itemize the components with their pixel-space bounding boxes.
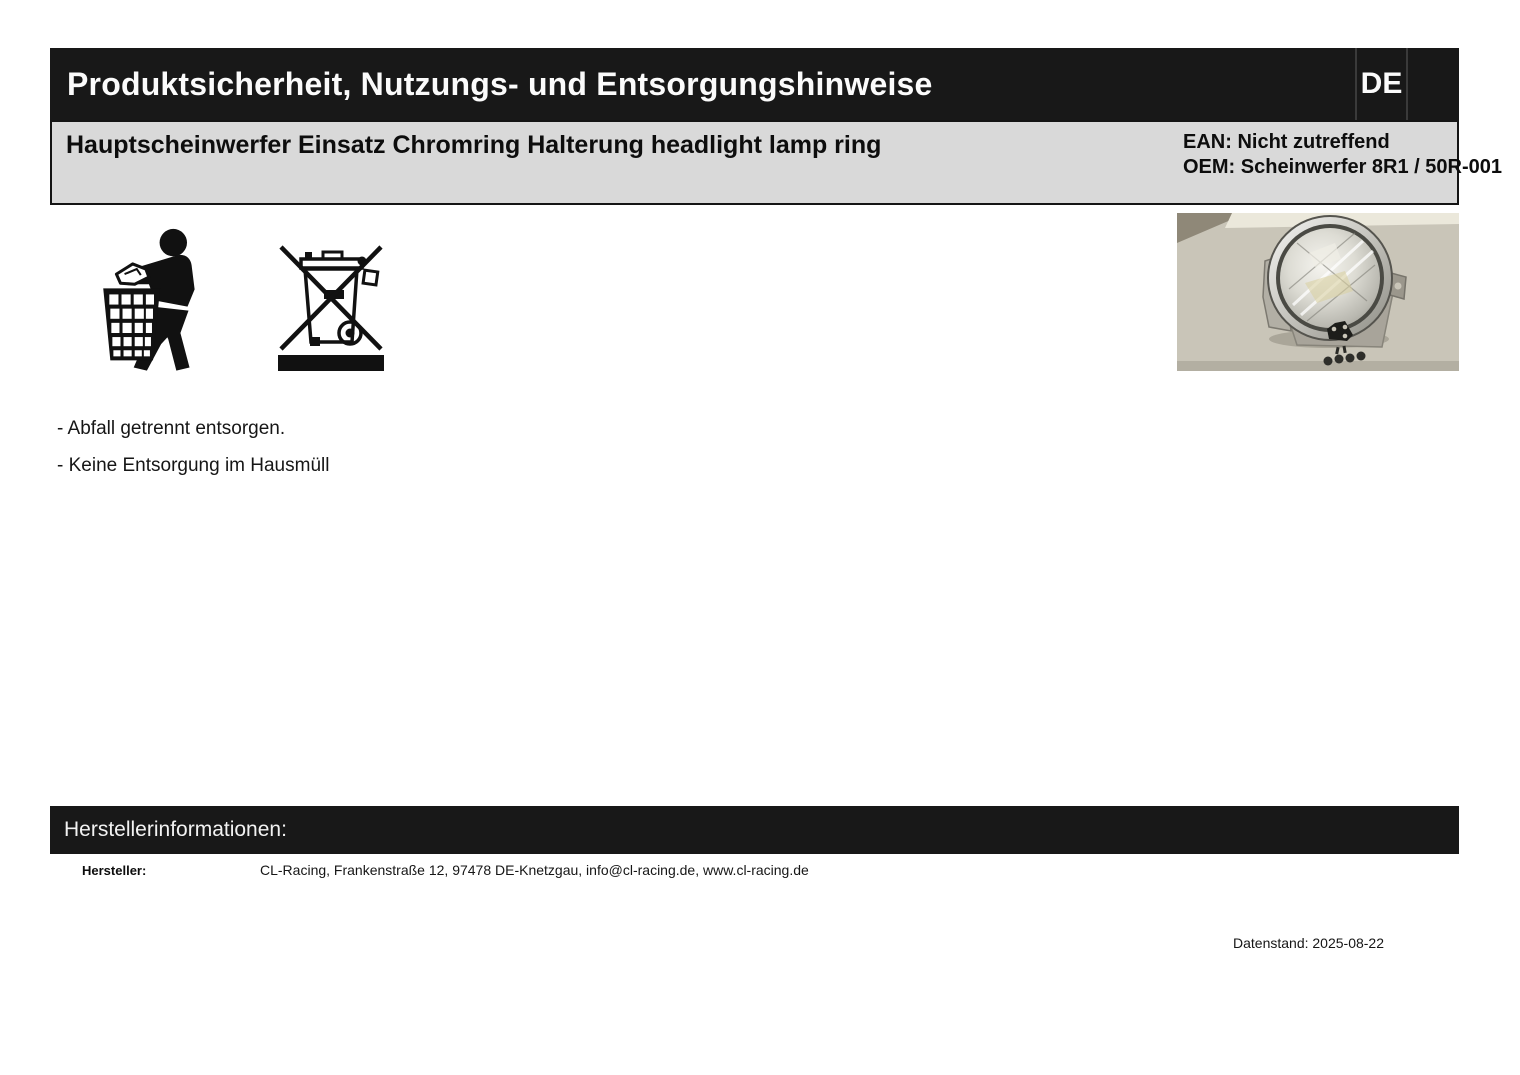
manufacturer-value: CL-Racing, Frankenstraße 12, 97478 DE-Knetzgau, info@cl-racing.de, www.cl-racing.de bbox=[260, 862, 809, 878]
disposal-note-1: - Abfall getrennt entsorgen. bbox=[57, 418, 286, 439]
language-badge: DE bbox=[1355, 48, 1408, 120]
product-info-bar bbox=[50, 120, 1503, 205]
ean-line: EAN: Nicht zutreffend bbox=[1183, 131, 1390, 153]
manufacturer-label: Hersteller: bbox=[82, 863, 147, 878]
product-title: Hauptscheinwerfer Einsatz Chromring Halterung headlight lamp ring bbox=[66, 131, 882, 159]
disposal-note-2: - Keine Entsorgung im Hausmüll bbox=[57, 455, 330, 476]
manufacturer-section-bar bbox=[50, 806, 1459, 854]
product-codes bbox=[1183, 130, 1502, 180]
title-bar bbox=[50, 48, 1459, 120]
manufacturer-section-title: Herstellerinformationen: bbox=[64, 818, 287, 841]
oem-line: OEM: Scheinwerfer 8R1 / 50R-001 bbox=[1183, 156, 1503, 178]
page-title: Produktsicherheit, Nutzungs- und Entsorgungshinweise bbox=[67, 66, 933, 102]
tidy-man-icon bbox=[88, 226, 220, 374]
product-photo bbox=[1177, 213, 1459, 371]
disposal-notes bbox=[57, 410, 329, 484]
weee-crossed-bin-icon bbox=[274, 230, 388, 372]
data-status: Datenstand: 2025-08-22 bbox=[1233, 935, 1384, 951]
